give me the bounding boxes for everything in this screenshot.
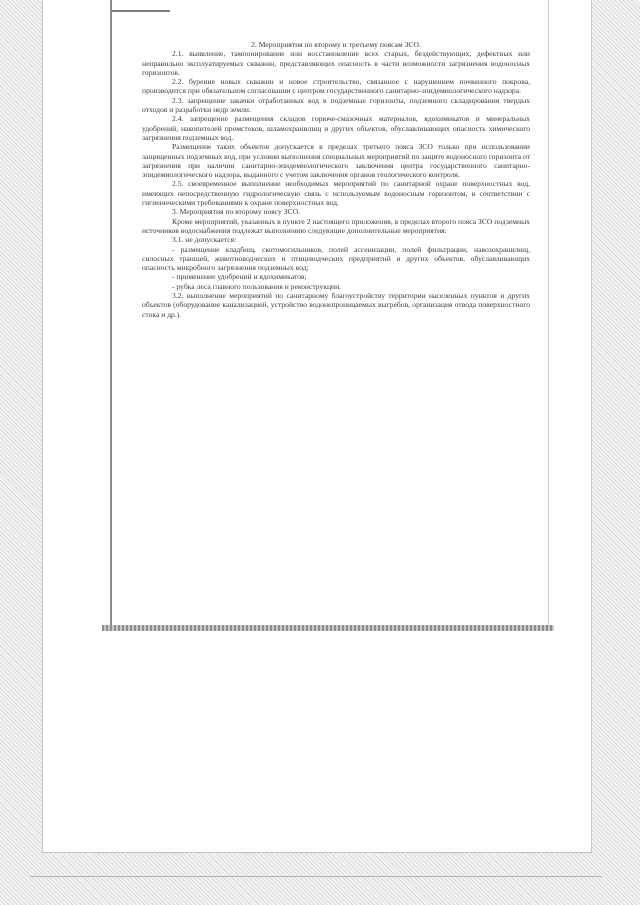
paragraph-3-intro: Кроме мероприятий, указанных в пункте 2 настоящего приложения, в пределах второго пояса ЗСО подземных источников водоснабжения подлежат выполнению следующие дополнительные мероприятия:	[142, 216, 530, 235]
paragraph-2-5: 2.5. своевременное выполнение необходимых мероприятий по санитарной охране поверхностных вод, имеющих непосредственную гидрологическую связь с используемым водоносным горизонтом, в соответствии с гигиеническими требованиями к охране поверхностных вод.	[142, 179, 530, 208]
paragraph-2-4: 2.4. запрещение размещения складов горюче-смазочных материалов, ядохимикатов и минеральных удобрений, накопителей промстоков, шламохранилищ и других объектов, обуславливающих опасность химического загрязнения подземных вод.	[142, 114, 530, 142]
list-item-3-1-a: - размещение кладбищ, скотомогильников, полей ассенизации, полей фильтрации, навозохранилищ, силосных траншей, животноводческих и птицеводческих предприятий и других объектов, обуславливающих опасность микробного загрязнения подземных вод;	[142, 244, 530, 273]
list-item-3-1-b: - применение удобрений и ядохимикатов;	[172, 272, 307, 282]
paragraph-2-2: 2.2. бурение новых скважин и новое строительство, связанное с нарушением почвенного покрова, производится при обязательном согласовании с центром государственного санитарно-эпидемиологического надзора.	[142, 77, 530, 96]
scan-bottom-edge	[30, 876, 602, 877]
list-item-3-1-c: - рубка леса главного пользования и реконструкции.	[172, 281, 342, 291]
paragraph-2-4-continued: Размещение таких объектов допускается в пределах третьего пояса ЗСО только при использовании защищенных подземных вод, при условии выполнения специальных мероприятий по защите водоносного горизонта от загрязнения при наличии санитарно-эпидемиологического заключения центра государственного санитарно-эпидемиологического надзора, выданного с учетом заключения органов геологического контроля.	[142, 142, 530, 180]
paragraph-3-2: 3.2. выполнение мероприятий по санитарному благоустройству территории населенных пунктов и других объектов (оборудование канализацией, устройство водонепроницаемых выгребов, организация отвода поверхностного стока и др.).	[142, 291, 530, 319]
page-top-mark	[112, 0, 170, 12]
section-2-heading: 2. Мероприятия по второму и третьему поясам ЗСО.	[251, 40, 421, 49]
document-text	[142, 40, 530, 319]
page-bottom-shadow	[102, 625, 554, 631]
paragraph-3-1: 3.1. не допускается:	[172, 235, 237, 245]
document-page	[110, 0, 549, 627]
paragraph-2-3: 2.3. запрещение закачки отработанных вод в подземные горизонты, подземного складирования твердых отходов и разработки недр земли.	[142, 95, 530, 115]
section-3-heading: 3. Мероприятия по второму поясу ЗСО.	[172, 207, 300, 217]
paragraph-2-1: 2.1. выявление, тампонирование или восстановление всех старых, бездействующих, дефектных или неправильно эксплуатируемых скважин, представляющих опасность в части возможности загрязнения водоносных горизонтов.	[142, 49, 530, 77]
